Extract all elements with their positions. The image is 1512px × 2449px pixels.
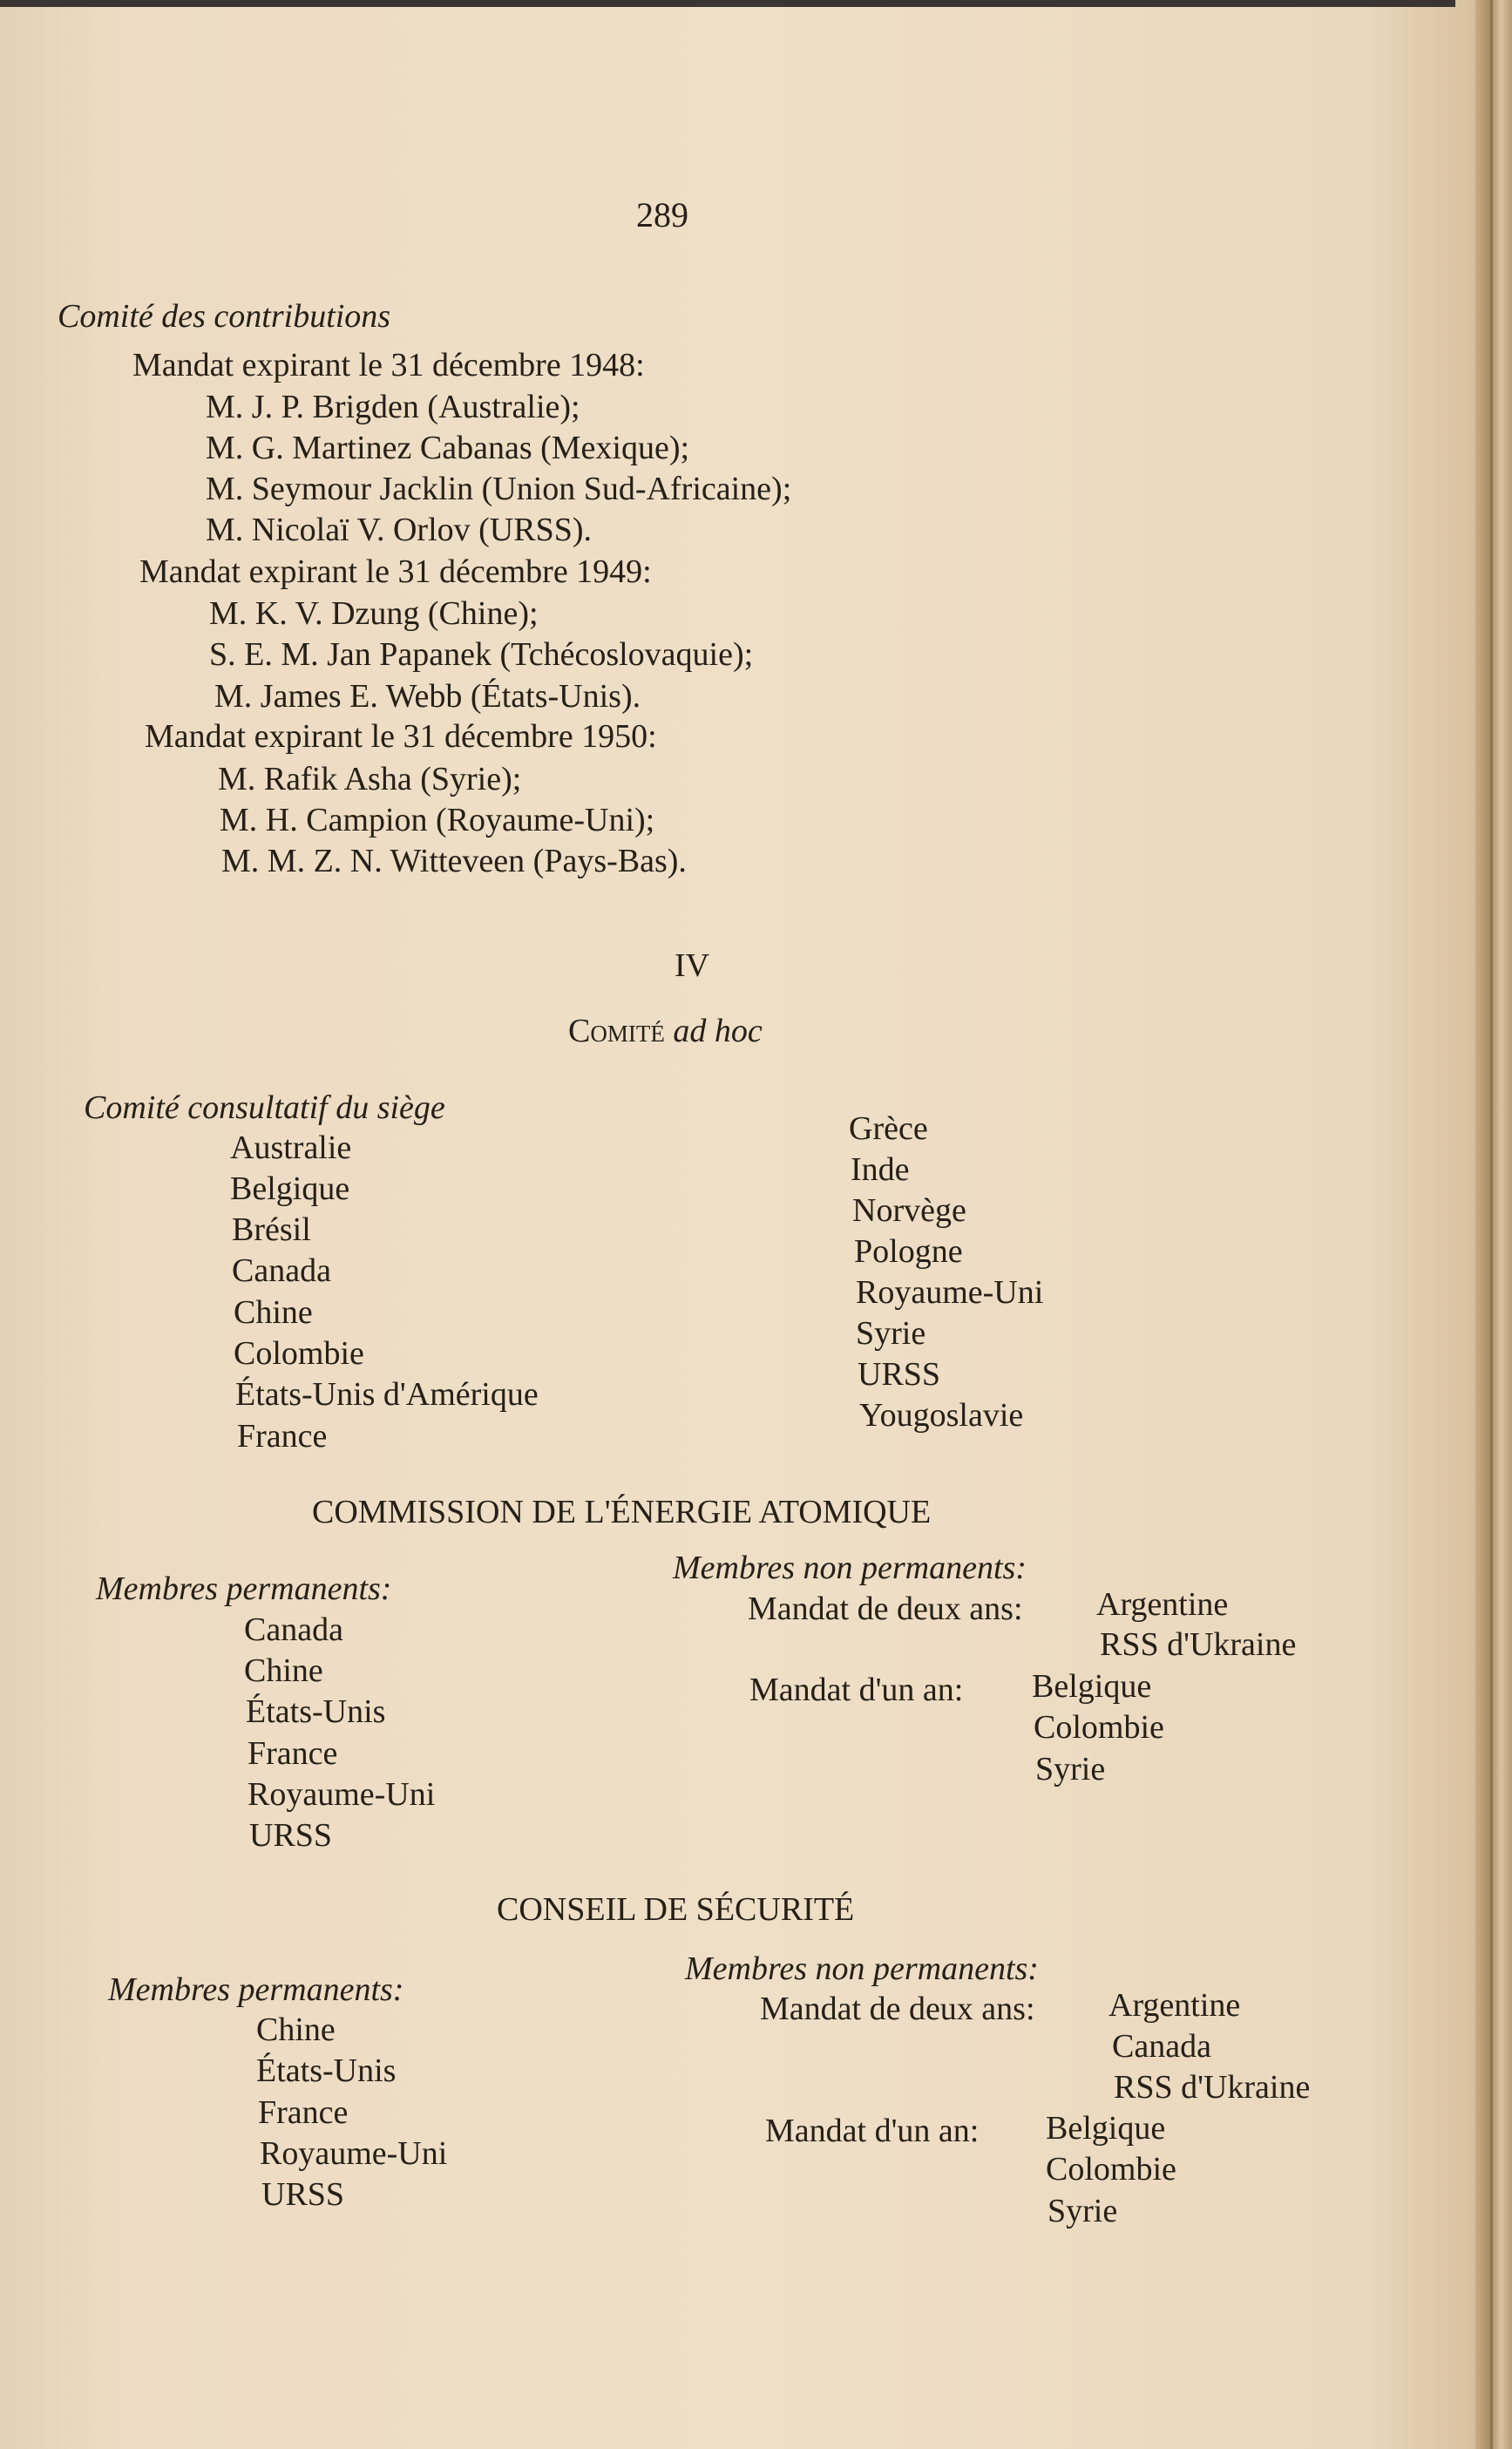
- country-item: URSS: [261, 2176, 345, 2213]
- country-item: Canada: [1112, 2028, 1211, 2065]
- page-number: 289: [636, 195, 688, 234]
- term-label: Mandat d'un an:: [765, 2113, 980, 2149]
- member-line: M. J. P. Brigden (Australie);: [206, 389, 580, 425]
- country-item: France: [258, 2094, 349, 2131]
- country-item: Canada: [232, 1252, 331, 1289]
- member-line: M. M. Z. N. Witteveen (Pays-Bas).: [221, 843, 687, 879]
- section-title: [568, 1011, 763, 1051]
- member-line: M. Nicolaï V. Orlov (URSS).: [206, 512, 593, 548]
- country-item: Chine: [256, 2011, 336, 2048]
- term-label: Mandat de deux ans:: [760, 1991, 1035, 2027]
- scan-top-edge: [0, 0, 1455, 7]
- mandate-label: Mandat expirant le 31 décembre 1950:: [145, 718, 657, 755]
- country-item: Canada: [244, 1611, 343, 1648]
- mandate-label: Mandat expirant le 31 décembre 1948:: [132, 347, 645, 383]
- country-item: Argentine: [1096, 1586, 1229, 1623]
- country-item: Royaume-Uni: [260, 2135, 448, 2172]
- permanent-members-heading: Membres permanents:: [96, 1570, 392, 1607]
- country-item: Belgique: [1046, 2110, 1166, 2147]
- member-line: S. E. M. Jan Papanek (Tchécoslovaquie);: [209, 636, 754, 673]
- member-line: M. K. V. Dzung (Chine);: [209, 595, 539, 632]
- country-item: Royaume-Uni: [247, 1776, 436, 1813]
- security-council-title: CONSEIL DE SÉCURITÉ: [497, 1891, 855, 1928]
- country-item: RSS d'Ukraine: [1100, 1626, 1297, 1663]
- country-item: Colombie: [234, 1335, 364, 1372]
- country-item: Brésil: [232, 1211, 311, 1248]
- country-item: Colombie: [1034, 1709, 1164, 1746]
- country-item: URSS: [249, 1817, 333, 1854]
- country-item: URSS: [858, 1356, 941, 1393]
- country-item: Inde: [851, 1151, 910, 1188]
- section-title-caps: Comité: [568, 1013, 665, 1049]
- term-label: Mandat de deux ans:: [748, 1591, 1023, 1627]
- headquarters-heading: Comité consultatif du siège: [84, 1089, 445, 1126]
- permanent-members-heading: Membres permanents:: [108, 1971, 404, 2008]
- atomic-commission-title: COMMISSION DE L'ÉNERGIE ATOMIQUE: [312, 1494, 932, 1530]
- country-item: Royaume-Uni: [856, 1274, 1044, 1311]
- country-item: Belgique: [1032, 1668, 1152, 1705]
- country-item: Chine: [244, 1652, 323, 1689]
- member-line: M. G. Martinez Cabanas (Mexique);: [206, 430, 690, 466]
- country-item: Pologne: [854, 1233, 963, 1270]
- member-line: M. H. Campion (Royaume-Uni);: [220, 802, 655, 838]
- term-label: Mandat d'un an:: [749, 1672, 964, 1708]
- book-binding-edge: [1475, 0, 1512, 2449]
- country-item: États-Unis: [256, 2052, 397, 2089]
- country-item: Grèce: [849, 1110, 928, 1147]
- section-numeral: IV: [675, 947, 710, 984]
- mandate-label: Mandat expirant le 31 décembre 1949:: [139, 553, 652, 590]
- nonpermanent-members-heading: Membres non permanents:: [673, 1550, 1027, 1586]
- country-item: Yougoslavie: [859, 1397, 1024, 1434]
- member-line: M. Seymour Jacklin (Union Sud-Africaine);: [206, 471, 792, 507]
- country-item: Norvège: [852, 1192, 966, 1229]
- member-line: M. Rafik Asha (Syrie);: [218, 761, 522, 797]
- country-item: Syrie: [1035, 1751, 1106, 1788]
- binding-line: [1490, 0, 1493, 2449]
- country-item: Colombie: [1046, 2151, 1176, 2188]
- country-item: Syrie: [1048, 2193, 1118, 2229]
- country-item: Australie: [230, 1130, 352, 1166]
- country-item: RSS d'Ukraine: [1114, 2069, 1311, 2106]
- section-title-italic: ad hoc: [673, 1013, 763, 1049]
- country-item: France: [247, 1735, 338, 1772]
- nonpermanent-members-heading: Membres non permanents:: [685, 1950, 1039, 1987]
- country-item: États-Unis d'Amérique: [235, 1376, 539, 1413]
- country-item: Chine: [234, 1294, 313, 1331]
- country-item: Syrie: [856, 1315, 926, 1352]
- country-item: France: [237, 1418, 328, 1455]
- country-item: États-Unis: [246, 1693, 386, 1730]
- country-item: Belgique: [230, 1170, 350, 1207]
- contributions-heading: Comité des contributions: [58, 298, 391, 335]
- member-line: M. James E. Webb (États-Unis).: [214, 678, 641, 715]
- country-item: Argentine: [1109, 1987, 1241, 2024]
